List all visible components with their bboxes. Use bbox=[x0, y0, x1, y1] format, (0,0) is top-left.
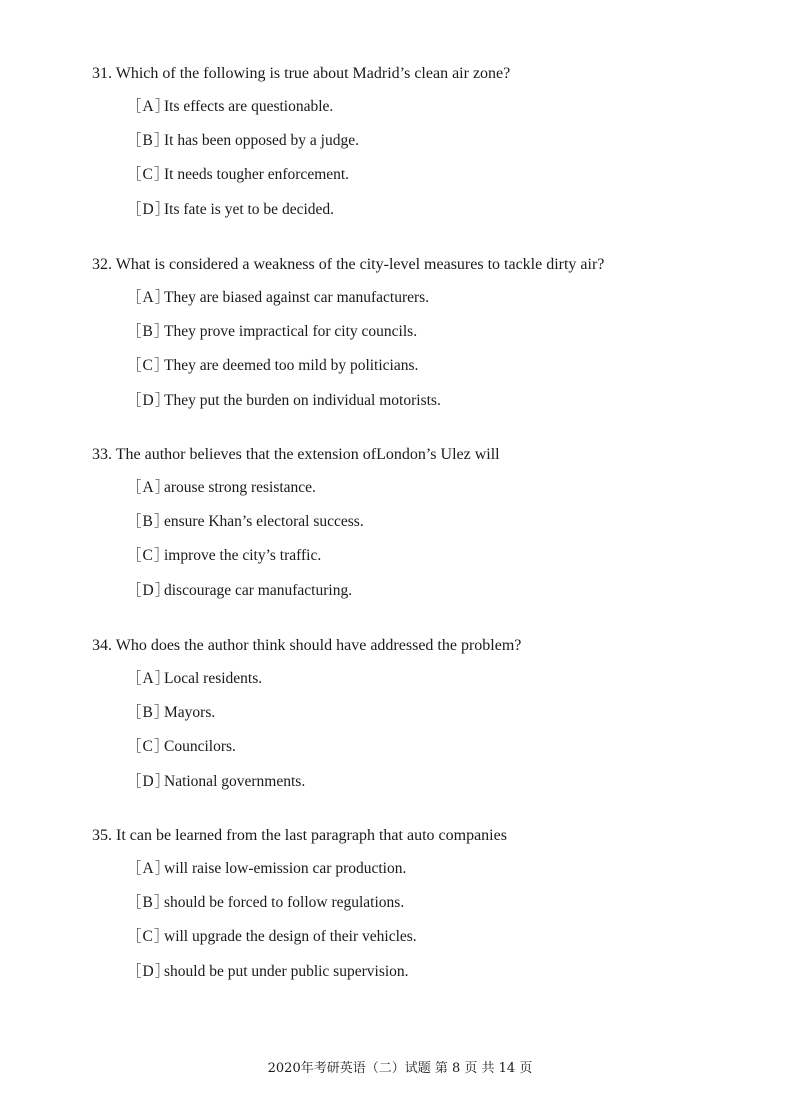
option-text: should be put under public supervision. bbox=[164, 963, 409, 980]
option-text: They prove impractical for city councils. bbox=[164, 323, 418, 340]
option-text: They put the burden on individual motorists. bbox=[164, 392, 441, 409]
option-letter: ［A］ bbox=[126, 670, 172, 687]
option-letter: ［C］ bbox=[126, 928, 171, 945]
question-34 bbox=[92, 636, 772, 790]
option-text: improve the city’s traffic. bbox=[164, 547, 322, 564]
option-letter: ［D］ bbox=[126, 582, 172, 599]
option-text: They are deemed too mild by politicians. bbox=[164, 357, 419, 374]
option-text: Its fate is yet to be decided. bbox=[164, 201, 335, 218]
option-text: will upgrade the design of their vehicles. bbox=[164, 928, 417, 945]
option-b[interactable] bbox=[126, 893, 404, 913]
option-letter: ［D］ bbox=[126, 773, 172, 790]
option-text: They are biased against car manufacturers. bbox=[164, 289, 430, 306]
option-a[interactable] bbox=[126, 669, 262, 689]
option-text: discourage car manufacturing. bbox=[164, 582, 353, 599]
option-letter: ［B］ bbox=[126, 323, 171, 340]
option-a[interactable] bbox=[126, 288, 429, 308]
option-c[interactable] bbox=[126, 356, 418, 376]
option-b[interactable] bbox=[126, 703, 215, 723]
page-footer: 2020年考研英语（二）试题 第 8 页 共 14 页 bbox=[267, 1061, 533, 1076]
option-d[interactable] bbox=[126, 772, 305, 792]
option-text: It needs tougher enforcement. bbox=[164, 166, 350, 183]
question-32 bbox=[92, 255, 772, 409]
option-text: Mayors. bbox=[164, 704, 216, 721]
option-c[interactable] bbox=[126, 546, 321, 566]
option-letter: ［B］ bbox=[126, 704, 171, 721]
question-stem: 31. Which of the following is true about Madrid’s clean air zone? bbox=[92, 65, 511, 82]
option-d[interactable] bbox=[126, 962, 409, 982]
question-33 bbox=[92, 445, 772, 599]
option-text: National governments. bbox=[164, 773, 306, 790]
question-stem: 35. It can be learned from the last paragraph that auto companies bbox=[92, 827, 507, 844]
option-text: Local residents. bbox=[164, 670, 263, 687]
option-b[interactable] bbox=[126, 131, 359, 151]
option-text: ensure Khan’s electoral success. bbox=[164, 513, 364, 530]
option-letter: ［D］ bbox=[126, 392, 172, 409]
option-c[interactable] bbox=[126, 165, 349, 185]
option-d[interactable] bbox=[126, 200, 334, 220]
question-31 bbox=[92, 64, 772, 218]
question-stem: 34. Who does the author think should have addressed the problem? bbox=[92, 637, 522, 654]
option-letter: ［D］ bbox=[126, 963, 172, 980]
option-letter: ［B］ bbox=[126, 513, 171, 530]
option-d[interactable] bbox=[126, 391, 441, 411]
option-letter: ［C］ bbox=[126, 166, 171, 183]
question-stem: 32. What is considered a weakness of the city-level measures to tackle dirty air? bbox=[92, 256, 605, 273]
option-a[interactable] bbox=[126, 478, 316, 498]
option-text: Councilors. bbox=[164, 738, 236, 755]
option-letter: ［D］ bbox=[126, 201, 172, 218]
option-letter: ［B］ bbox=[126, 132, 171, 149]
option-letter: ［A］ bbox=[126, 479, 172, 496]
option-c[interactable] bbox=[126, 737, 236, 757]
question-stem: 33. The author believes that the extension ofLondon’s Ulez will bbox=[92, 446, 500, 463]
option-letter: ［C］ bbox=[126, 547, 171, 564]
option-b[interactable] bbox=[126, 512, 364, 532]
question-35 bbox=[92, 826, 772, 980]
option-text: should be forced to follow regulations. bbox=[164, 894, 405, 911]
option-letter: ［A］ bbox=[126, 289, 172, 306]
option-letter: ［C］ bbox=[126, 357, 171, 374]
option-letter: ［A］ bbox=[126, 860, 172, 877]
option-text: It has been opposed by a judge. bbox=[164, 132, 359, 149]
option-letter: ［C］ bbox=[126, 738, 171, 755]
option-text: will raise low-emission car production. bbox=[164, 860, 407, 877]
option-b[interactable] bbox=[126, 322, 417, 342]
option-letter: ［B］ bbox=[126, 894, 171, 911]
option-a[interactable] bbox=[126, 859, 406, 879]
option-letter: ［A］ bbox=[126, 98, 172, 115]
option-text: Its effects are questionable. bbox=[164, 98, 334, 115]
option-text: arouse strong resistance. bbox=[164, 479, 316, 496]
option-d[interactable] bbox=[126, 581, 352, 601]
option-a[interactable] bbox=[126, 97, 333, 117]
option-c[interactable] bbox=[126, 927, 417, 947]
